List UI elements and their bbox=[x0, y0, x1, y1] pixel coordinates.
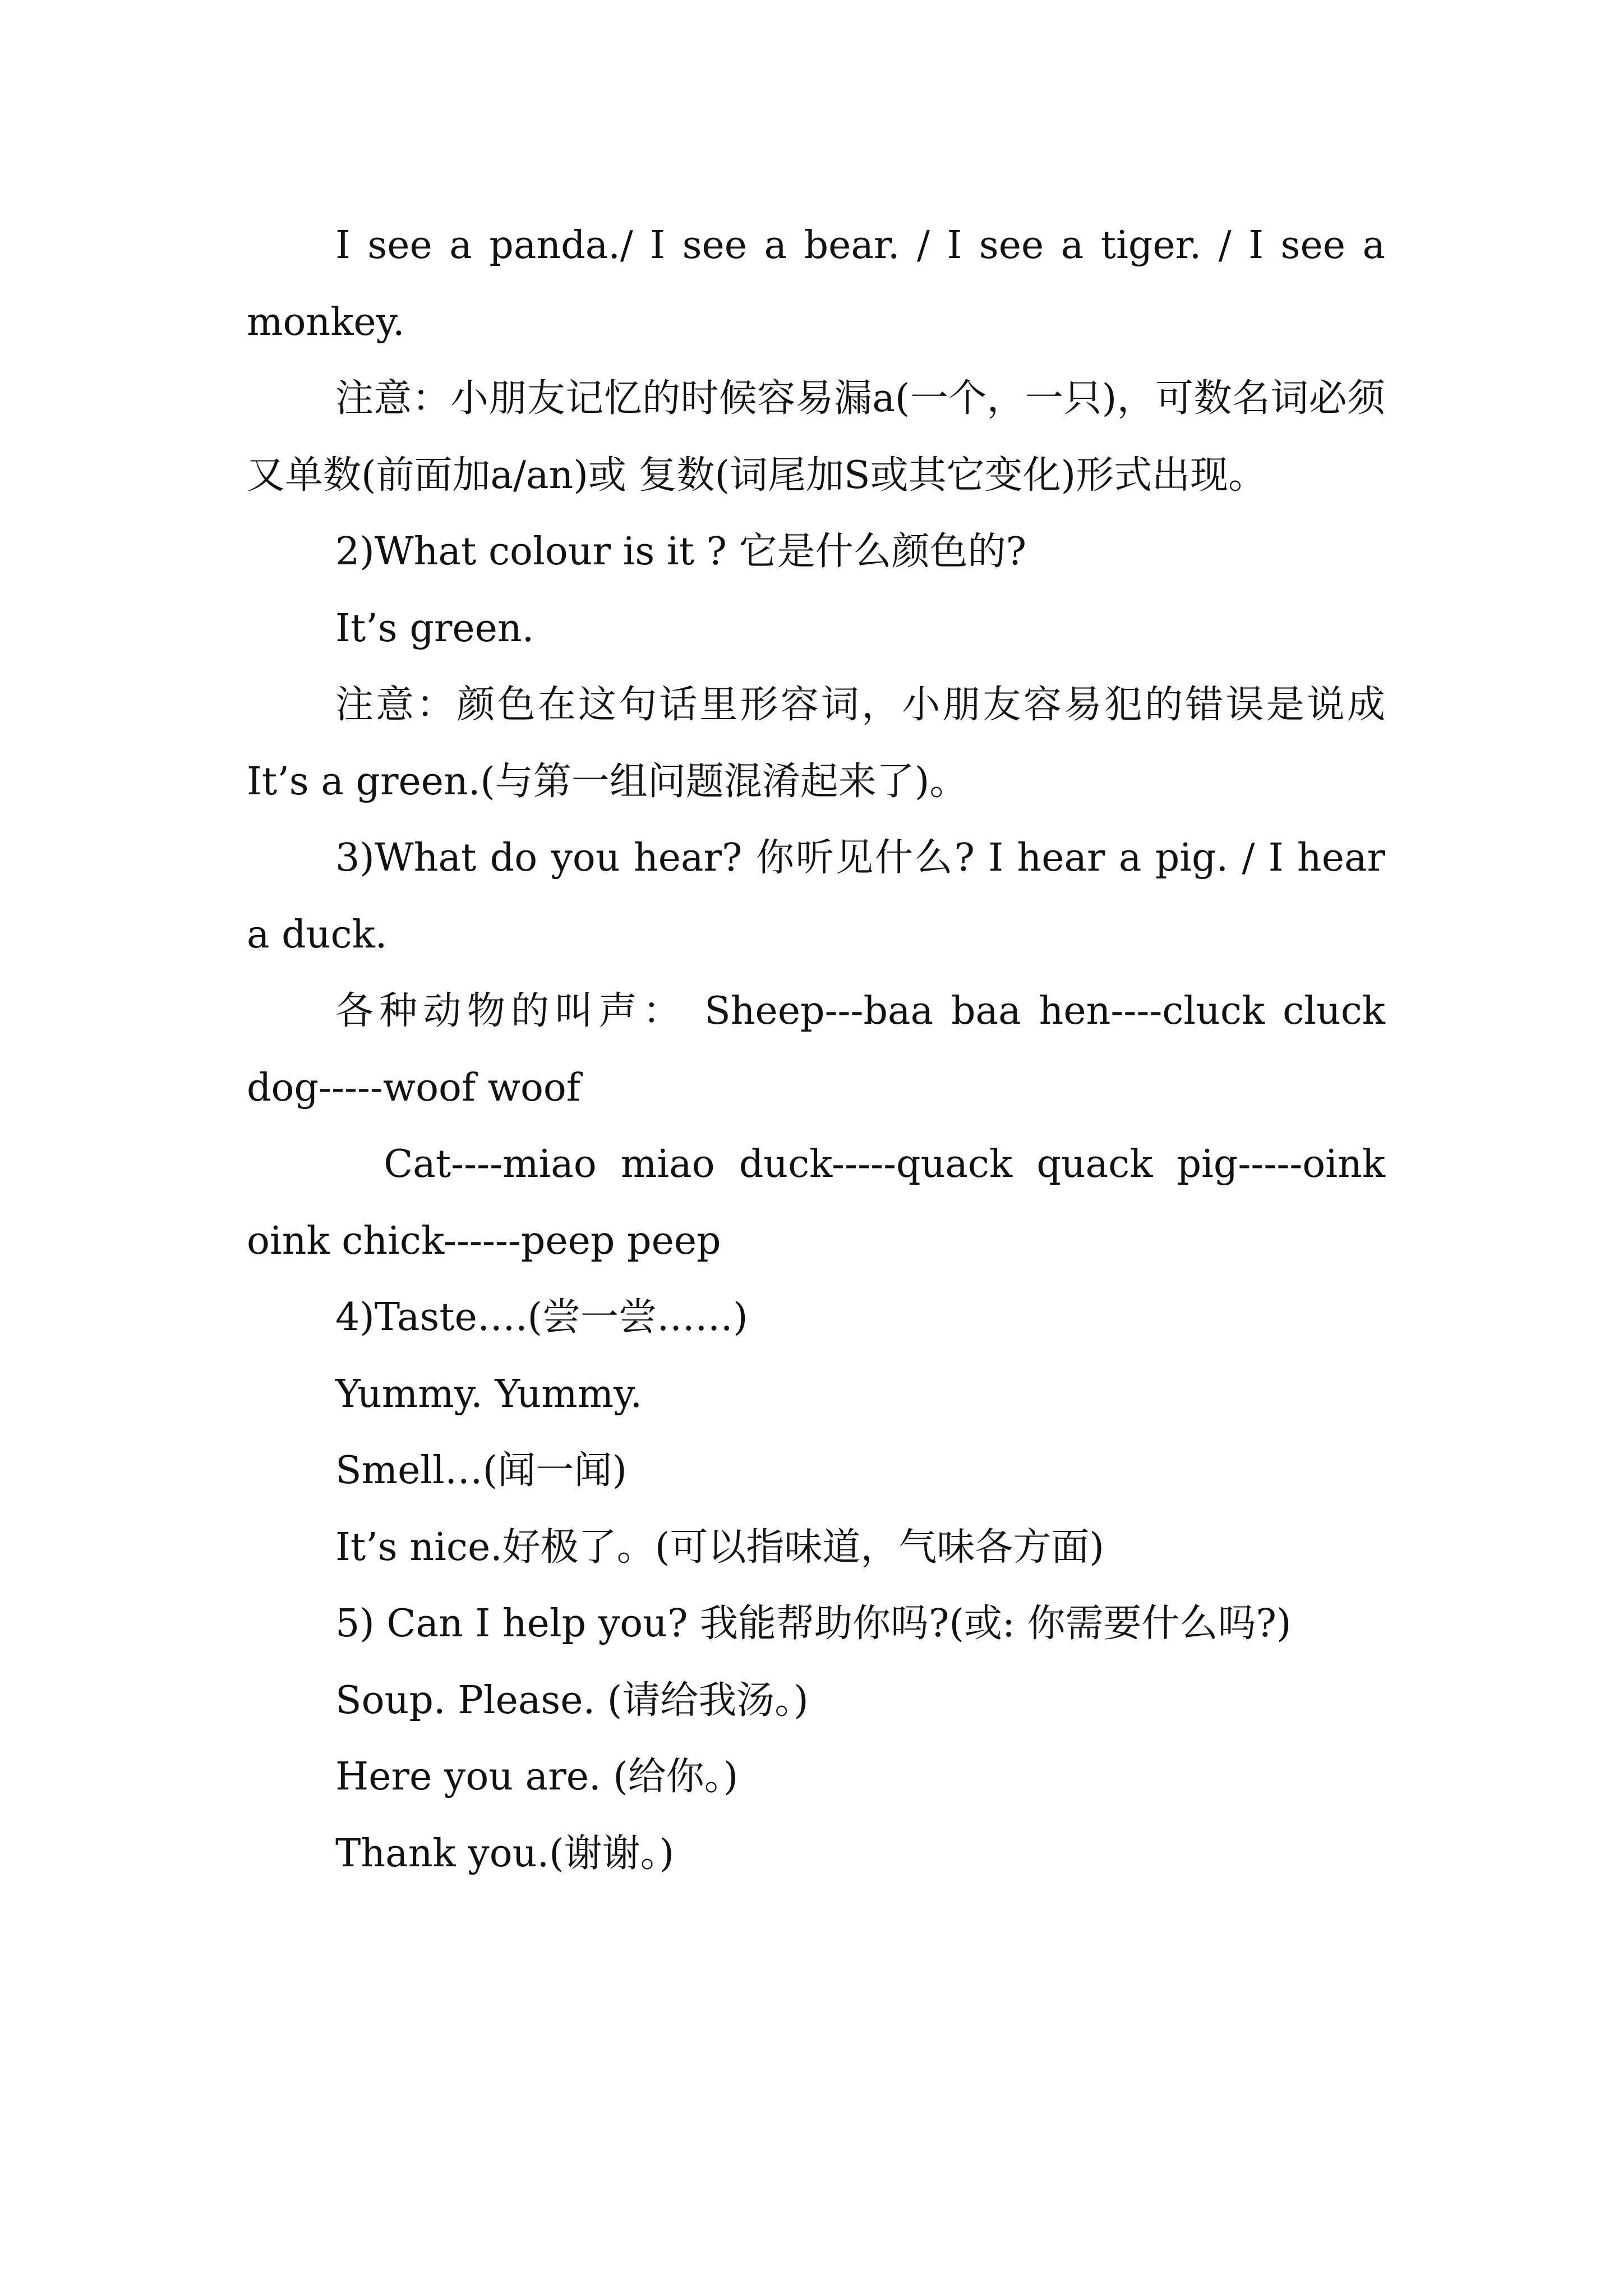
paragraph-what-hear: 3)What do you hear? 你听见什么? I hear a pig. / I hear a duck. bbox=[247, 836, 1398, 957]
paragraph-note-articles: 注意：小朋友记忆的时候容易漏a(一个，一只)，可数名词必须又单数(前面加a/an)或 复数(词尾加S或其它变化)形式出现。 bbox=[247, 376, 1385, 498]
paragraph-animal-sounds-1: 各种动物的叫声： Sheep---baa baa hen----cluck cluck dog-----woof woof bbox=[247, 989, 1398, 1110]
paragraph-see-animals: I see a panda./ I see a bear. / I see a tiger. / I see a monkey. bbox=[247, 223, 1398, 344]
paragraph-soup-please: Soup. Please. (请给我汤。) bbox=[335, 1678, 809, 1723]
paragraph-what-colour: 2)What colour is it ? 它是什么颜色的? bbox=[335, 530, 1027, 574]
paragraph-taste: 4)Taste….(尝一尝……) bbox=[335, 1295, 748, 1340]
paragraph-smell: Smell…(闻一闻) bbox=[335, 1448, 627, 1493]
paragraph-note-colour: 注意：颜色在这句话里形容词，小朋友容易犯的错误是说成It’s a green.(与第一组问题混淆起来了)。 bbox=[247, 683, 1385, 804]
paragraph-its-nice: It’s nice.好极了。(可以指味道，气味各方面) bbox=[335, 1525, 1104, 1570]
paragraph-thank-you: Thank you.(谢谢。) bbox=[335, 1831, 675, 1876]
paragraph-can-i-help: 5) Can I help you? 我能帮助你吗?(或: 你需要什么吗?) bbox=[335, 1602, 1292, 1646]
document-body bbox=[247, 208, 1398, 1892]
paragraph-animal-sounds-2: Cat----miao miao duck-----quack quack pig-----oink oink chick------peep peep bbox=[247, 1142, 1398, 1263]
paragraph-its-green: It’s green. bbox=[335, 606, 534, 651]
paragraph-here-you-are: Here you are. (给你。) bbox=[335, 1755, 739, 1799]
paragraph-yummy: Yummy. Yummy. bbox=[335, 1372, 643, 1416]
